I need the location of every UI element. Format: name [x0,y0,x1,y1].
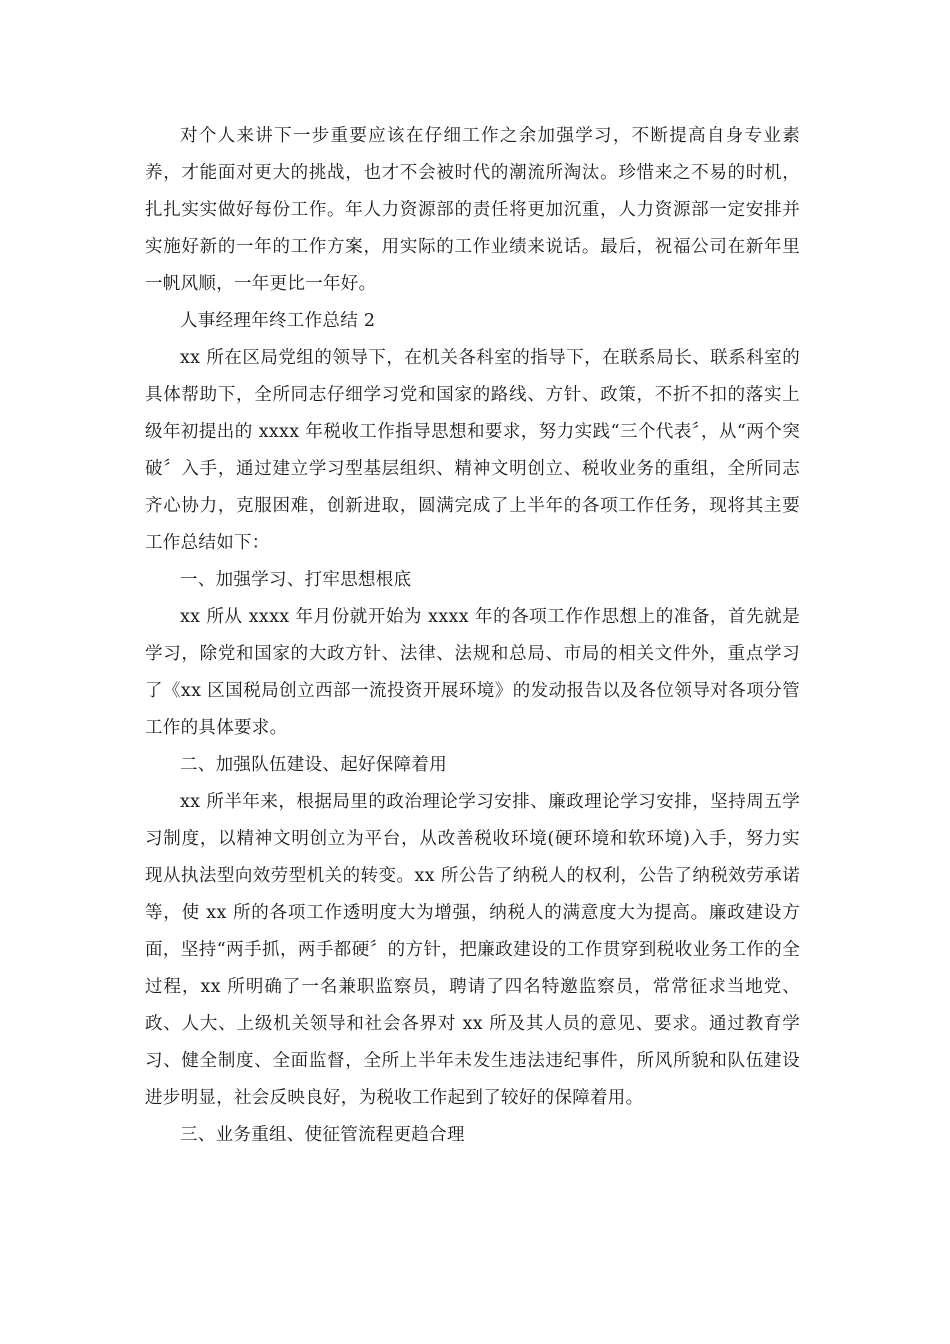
section-title-summary-2: 人事经理年终工作总结 2 [180,311,376,331]
paragraph-personal-outlook: 对个人来讲下一步重要应该在仔细工作之余加强学习，不断提高自身专业素养，才能面对更大的挑战，也才不会被时代的潮流所淘汰。珍惜来之不易的时机，扎扎实实做好每份工作。年人力资源部的责任将更加沉重，人力资源部一定安排并实施好新的一年的工作方案，用实际的工作业绩来说话。最后，祝福公司在新年里一帆风顺，一年更比一年好。 [145,126,800,294]
heading-study: 一、加强学习、打牢思想根底 [180,570,412,590]
heading-business-restructure: 三、业务重组、使征管流程更趋合理 [180,1125,465,1145]
paragraph-team-building: xx 所半年来，根据局里的政治理论学习安排、廉政理论学习安排，坚持周五学习制度，以精神文明创立为平台，从改善税收环境(硬环境和软环境)入手，努力实现从执法型向效劳型机关的转变。xx 所公告了纳税人的权利，公告了纳税效劳承诺等，使 xx 所的各项工作透明度大为增强，纳税人的满意度大为提高。廉政建设方面，坚持“两手抓，两手都硬〞的方针，把廉政建设的工作贯穿到税收业务工作的全过程，xx 所明确了一名兼职监察员，聘请了四名特邀监察员，常常征求当地党、政、人大、上级机关领导和社会各界对 xx 所及其人员的意见、要求。通过教育学习、健全制度、全面监督，全所上半年未发生违法违纪事件，所风所貌和队伍建设进步明显，社会反映良好，为税收工作起到了较好的保障着用。 [145,792,800,1108]
paragraph-study: xx 所从 xxxx 年月份就开始为 xxxx 年的各项工作作思想上的准备，首先就是学习，除党和国家的大政方针、法律、法规和总局、市局的相关文件外，重点学习了《xx 区国税局创立西部一流投资开展环境》的发动报告以及各位领导对各项分管工作的具体要求。 [145,607,800,738]
heading-team-building: 二、加强队伍建设、起好保障着用 [180,755,447,775]
paragraph-overview: xx 所在区局党组的领导下，在机关各科室的指导下，在联系局长、联系科室的具体帮助下，全所同志仔细学习党和国家的路线、方针、政策，不折不扣的落实上级年初提出的 xxxx 年税收工作指导思想和要求，努力实践“三个代表〞，从“两个突破〞入手，通过建立学习型基层组织、精神文明创立、税收业务的重组，全所同志齐心协力，克服困难，创新进取，圆满完成了上半年的各项工作任务，现将其主要工作总结如下： [145,348,800,553]
document-body [145,118,800,1154]
